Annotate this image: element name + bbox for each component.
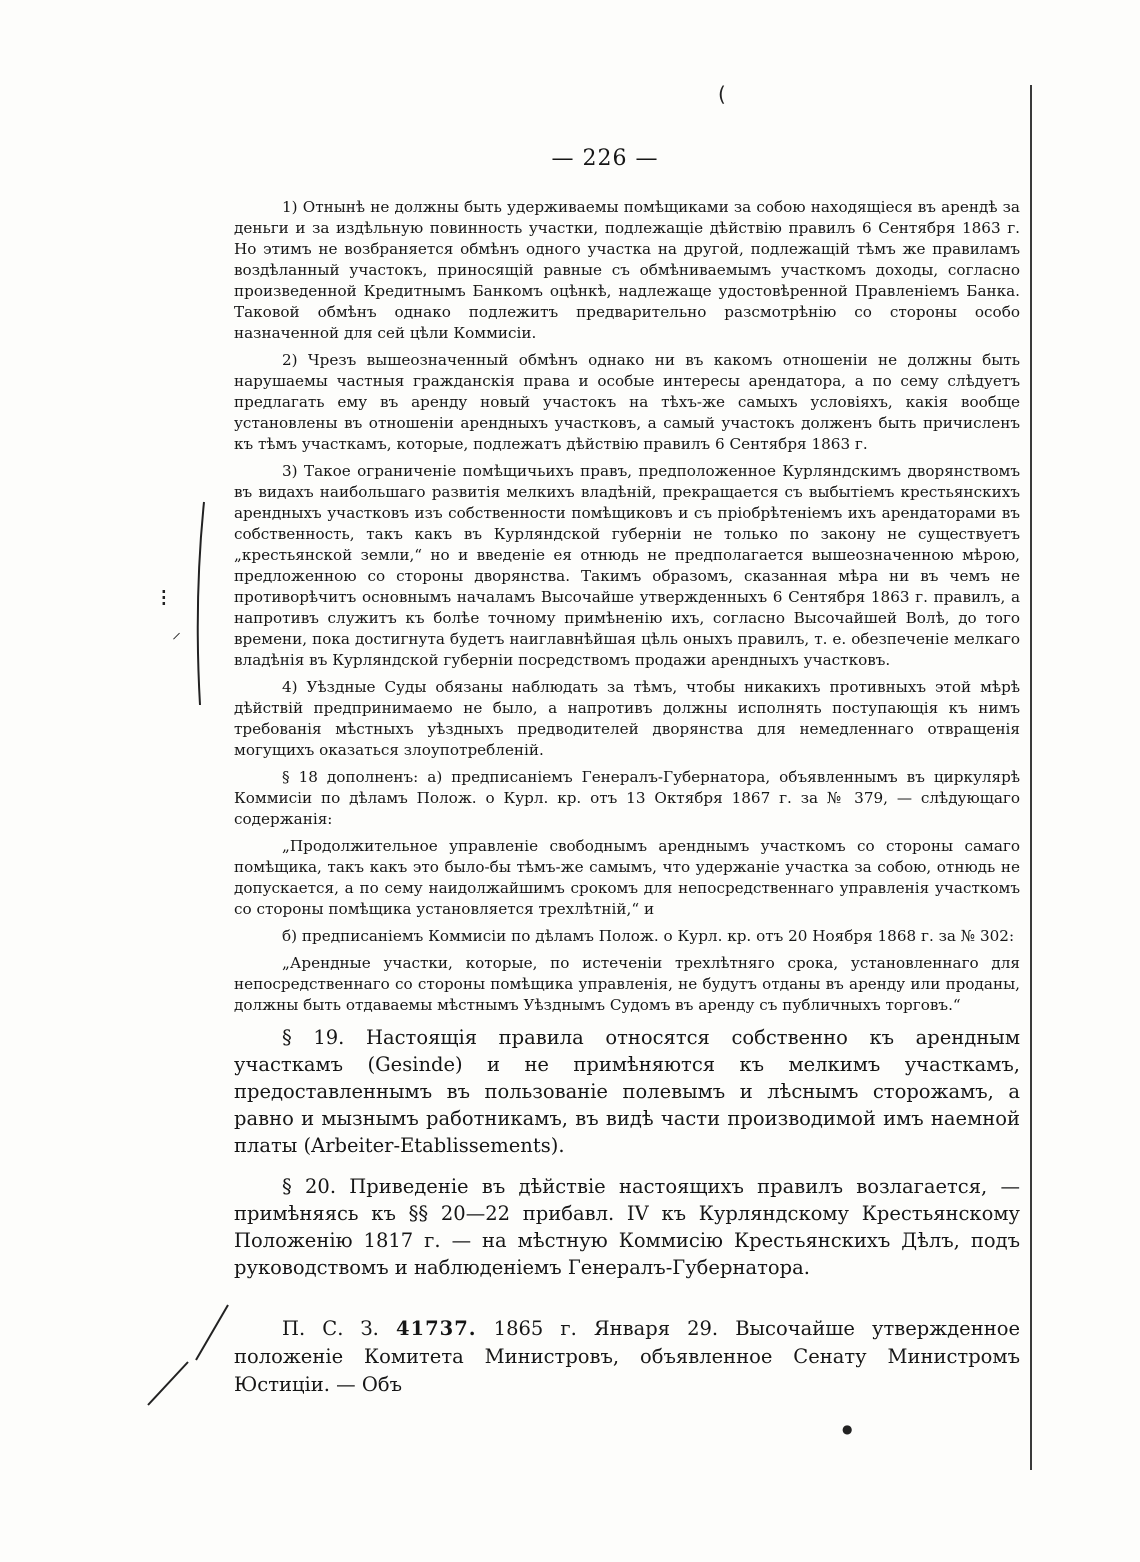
margin-mark-top: ( (718, 82, 726, 106)
margin-pencil-line (190, 500, 210, 710)
section-19: § 19. Настоящія правила относятся собственно къ арендным участкамъ (Gesinde) и не примѣняются къ мелкимъ участкамъ, предоставленнымъ въ пользованіе полевымъ и лѣснымъ сторожамъ, а равно и мызнымъ работникамъ, въ видѣ части производимой имъ наемной платы (Arbeiter-Etablissements). (234, 1026, 1020, 1157)
margin-mark-left: ⁝ (160, 584, 168, 612)
conditions-list (234, 197, 1020, 761)
supplement-intro: § 18 дополненъ: а) предписаніемъ Генералъ-Губернатора, объявленнымъ въ циркулярѣ Коммисіи по дѣламъ Полож. о Курл. кр. отъ 13 Октября 1867 г. за № 379, — слѣдующаго содержанія: (234, 768, 1020, 828)
condition-1: 1) Отнынѣ не должны быть удерживаемы помѣщиками за собою находящіеся въ арендѣ за деньги и за издѣльную повинность участки, подлежащіе дѣйствію правилъ 6 Сентября 1863 г. Но этимъ не возбраняется обмѣнъ одного участка на другой, подлежащій тѣмъ же правиламъ воздѣланный участокъ, приносящій равные съ обмѣниваемымъ участкомъ доходы, согласно произведенной Кредитнымъ Банкомъ оцѣнкѣ, надлежаще удостовѣренной Правленіемъ Банка. Таковой обмѣнъ однако подлежитъ предварительно разсмотрѣнію со стороны особо назначенной для сей цѣли Коммисіи. (234, 198, 1020, 342)
condition-2: 2) Чрезъ вышеозначенный обмѣнъ однако ни въ какомъ отношеніи не должны быть нарушаемы частныя гражданскія права и особые интересы арендатора, а по сему слѣдуетъ предлагать ему въ аренду новый участокъ на тѣхъ-же самыхъ условіяхъ, какія вообще установлены въ отношеніи арендныхъ участковъ, а самый участокъ долженъ быть причисленъ къ тѣмъ участкамъ, которые, подлежатъ дѣйствію правилъ 6 Сентября 1863 г. (234, 351, 1020, 453)
page-edge-rule (1030, 85, 1032, 1470)
decree-entry (234, 1315, 1020, 1399)
supplement-quote-b: „Арендные участки, которые, по истеченіи трехлѣтняго срока, установленнаго для непосредственнаго со стороны помѣщика управленія, не будутъ отданы въ аренду или проданы, должны быть отдаваемы мѣстнымъ Уѣзднымъ Судомъ въ аренду съ публичныхъ торговъ.“ (234, 954, 1020, 1014)
supplement-quote-a: „Продолжительное управленіе свободнымъ аренднымъ участкомъ со стороны самаго помѣщика, такъ какъ это было-бы тѣмъ-же самымъ, что удержаніе участка за собою, отнюдь не допускается, а по сему наидолжайшимъ срокомъ для непосредственнаго управленія участкомъ со стороны помѣщика установляется трехлѣтній,“ и (234, 837, 1020, 918)
page-body (234, 197, 1020, 1399)
condition-3: 3) Такое ограниченіе помѣщичьихъ правъ, предположенное Курляндскимъ дворянствомъ въ видахъ наибольшаго развитія мелкихъ владѣній, прекращается съ выбытіемъ крестьянскихъ арендныхъ участковъ изъ собственности помѣщиковъ и съ пріобрѣтеніемъ ихъ арендаторами въ собственность, такъ какъ въ Курляндской губерніи не только по закону не существуетъ „крестьянской земли,“ но и введеніе ея отнюдь не предполагается вышеозначенною мѣрою, предложенною со стороны дворянства. Такимъ образомъ, сказанная мѣра ни въ чемъ не противорѣчитъ основнымъ началамъ Высочайше утвержденныхъ 6 Сентября 1863 г. правилъ, а напротивъ служитъ къ болѣе точному примѣненію ихъ, согласно Высочайшей Волѣ, до того времени, пока достигнута будетъ наиглавнѣйшая цѣль оныхъ правилъ, т. е. обезпеченіе мелкаго владѣнія въ Курляндской губерніи посредствомъ продажи арендныхъ участковъ. (234, 462, 1020, 669)
margin-mark-dash: ⸝ (172, 622, 181, 643)
decree-prefix: П. С. З. (282, 1317, 379, 1340)
decree-text: 1865 г. Января 29. Высочайше утвержденное положеніе Комитета Министровъ, объявленное Сенату Министромъ Юстиціи. — Объ (234, 1317, 1020, 1396)
section-20: § 20. Приведеніе въ дѣйствіе настоящихъ правилъ возлагается, — примѣняясь къ §§ 20—22 прибавл. IV къ Курляндскому Крестьянскому Положенію 1817 г. — на мѣстную Коммисію Крестьянскихъ Дѣлъ, подъ руководствомъ и наблюденіемъ Генералъ-Губернатора. (234, 1175, 1020, 1279)
bottom-dot: ● (842, 1422, 853, 1436)
supplement-section (234, 767, 1020, 1016)
decree-paragraph (234, 1315, 1020, 1399)
decree-number: 41737. (395, 1317, 477, 1340)
margin-slash-marks (140, 1300, 240, 1410)
condition-4: 4) Уѣздные Суды обязаны наблюдать за тѣмъ, чтобы никакихъ противныхъ этой мѣрѣ дѣйствій предпринимаемо не было, а напротивъ должны исполнять поступающія къ нимъ требованія мѣстныхъ уѣздныхъ предводителей дворянства для немедленнаго отвращенія могущихъ оказаться злоупотребленій. (234, 678, 1020, 759)
sections-block (234, 1024, 1020, 1281)
supplement-b-intro: б) предписаніемъ Коммисіи по дѣламъ Полож. о Курл. кр. отъ 20 Ноября 1868 г. за № 302: (282, 927, 1015, 945)
page-number: — 226 — (551, 146, 659, 171)
